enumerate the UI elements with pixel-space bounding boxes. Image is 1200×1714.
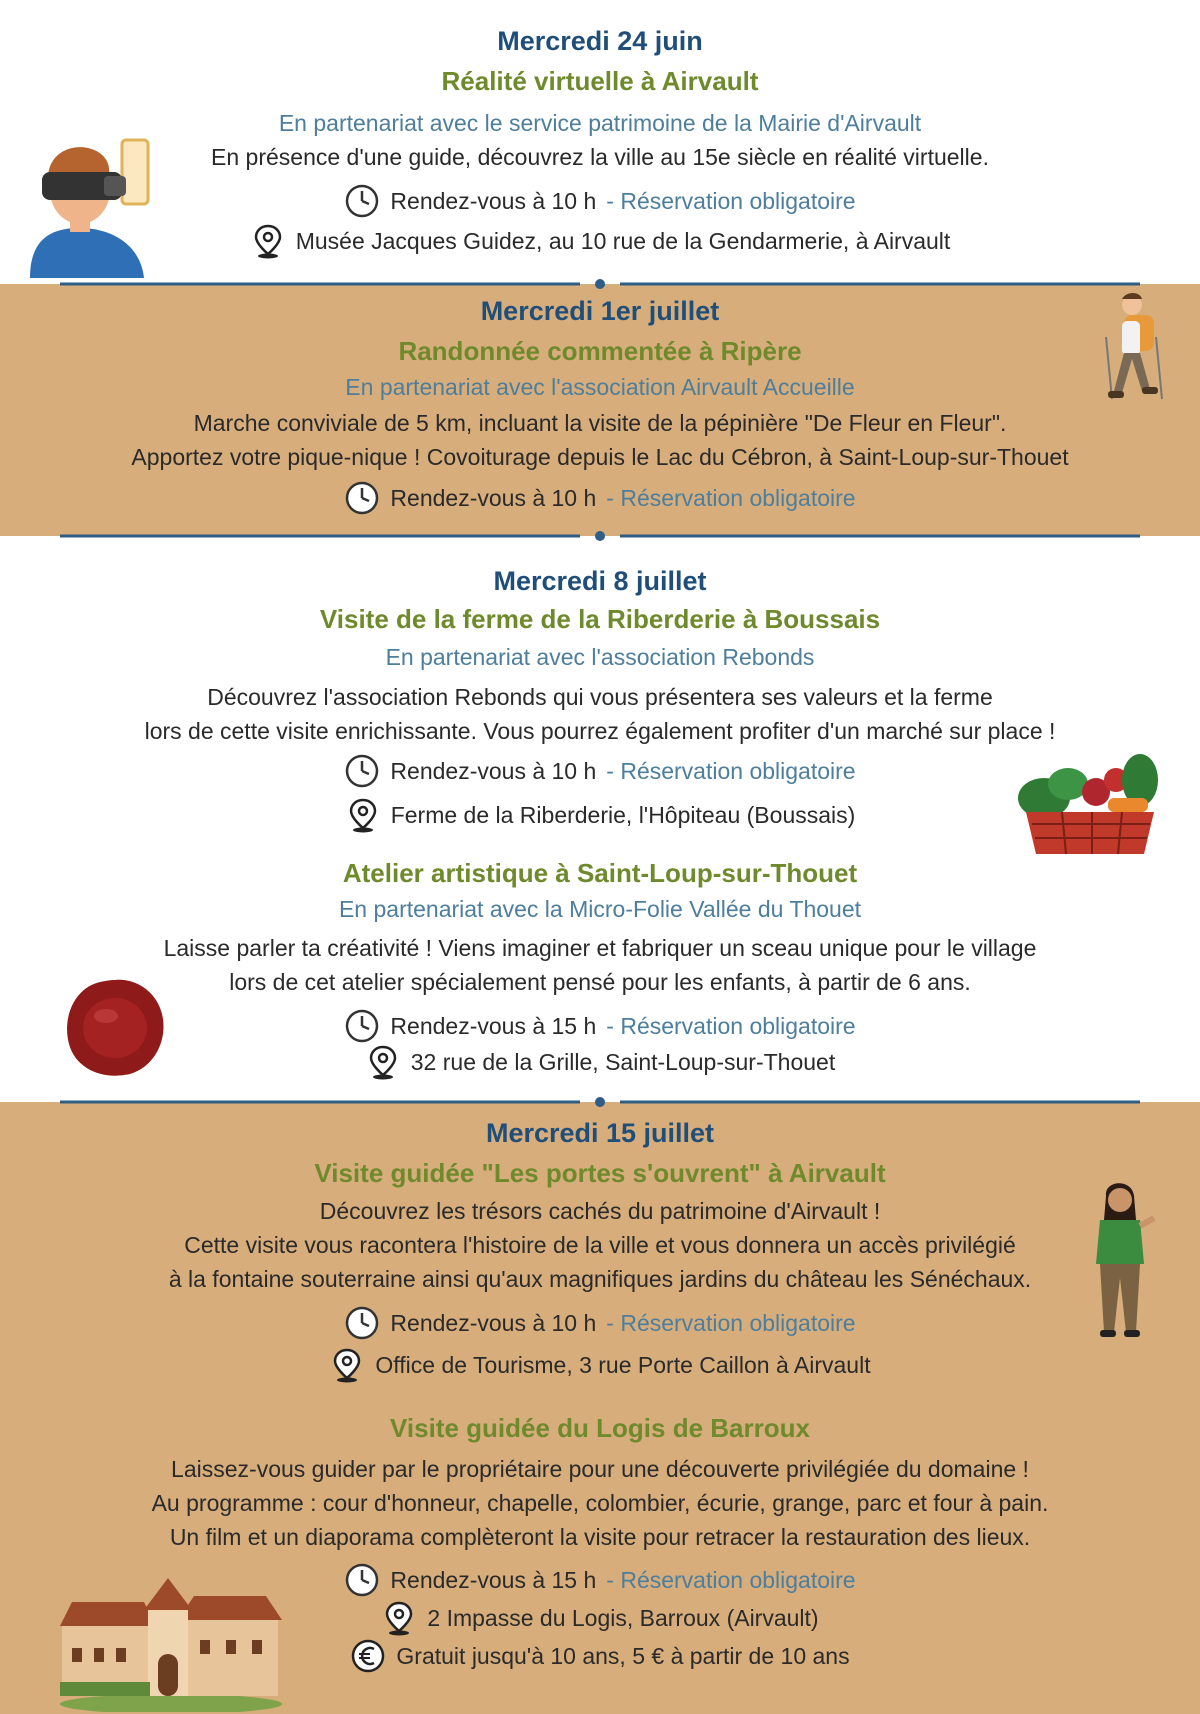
event-place: Ferme de la Riberderie, l'Hôpiteau (Boussais) xyxy=(390,801,856,828)
section-divider xyxy=(40,278,1160,290)
location-pin-icon xyxy=(365,1044,401,1080)
event-description: lors de cette visite enrichissante. Vous pourrez également profiter d'un marché sur place ! xyxy=(144,718,1056,744)
event-description: En présence d'une guide, découvrez la ville au 15e siècle en réalité virtuelle. xyxy=(211,144,989,170)
event-time-row xyxy=(0,1305,1200,1347)
vegetable-basket-illustration xyxy=(1012,746,1168,858)
event-description: Laissez-vous guider par le propriétaire pour une découverte privilégiée du domaine ! xyxy=(171,1456,1029,1482)
event-reservation: - Réservation obligatoire xyxy=(606,1012,856,1039)
section-divider xyxy=(40,1096,1160,1108)
event-reservation: - Réservation obligatoire xyxy=(606,1566,856,1593)
event-place: 32 rue de la Grille, Saint-Loup-sur-Thouet xyxy=(410,1048,836,1075)
vr-headset-person-illustration xyxy=(22,138,152,278)
event-place: 2 Impasse du Logis, Barroux (Airvault) xyxy=(427,1604,819,1631)
event-place-row xyxy=(0,1347,1200,1389)
event-time-row xyxy=(0,183,1200,225)
event-description: Découvrez les trésors cachés du patrimoine d'Airvault ! xyxy=(319,1198,881,1224)
event-description: Au programme : cour d'honneur, chapelle, colombier, écurie, grange, parc et four à pain. xyxy=(151,1490,1049,1516)
location-pin-icon xyxy=(250,223,286,259)
event-description: Un film et un diaporama complèteront la visite pour retracer la restauration des lieux. xyxy=(169,1524,1031,1550)
event-time: Rendez-vous à 15 h xyxy=(390,1012,597,1039)
clock-icon xyxy=(344,753,380,789)
logis-building-illustration xyxy=(60,1578,282,1712)
event-description: à la fontaine souterraine ainsi qu'aux magnifiques jardins du château les Sénéchaux. xyxy=(168,1266,1032,1292)
event-description: Cette visite vous racontera l'histoire de la ville et vous donnera un accès privilégié xyxy=(184,1232,1016,1258)
clock-icon xyxy=(344,1562,380,1598)
guide-woman-illustration xyxy=(1086,1180,1156,1340)
event-reservation: - Réservation obligatoire xyxy=(606,484,856,511)
event-place: Musée Jacques Guidez, au 10 rue de la Gendarmerie, à Airvault xyxy=(295,227,951,254)
event-time: Rendez-vous à 10 h xyxy=(390,484,597,511)
euro-icon xyxy=(350,1638,386,1674)
event-title: Atelier artistique à Saint-Loup-sur-Thouet xyxy=(342,858,858,888)
event-description: Découvrez l'association Rebonds qui vous présentera ses valeurs et la ferme xyxy=(207,684,993,710)
event-description: lors de cet atelier spécialement pensé pour les enfants, à partir de 6 ans. xyxy=(229,969,971,995)
event-date: Mercredi 1er juillet xyxy=(480,296,720,326)
event-reservation: - Réservation obligatoire xyxy=(606,757,856,784)
clock-icon xyxy=(344,1305,380,1341)
event-place-row xyxy=(0,1044,1200,1086)
event-time-row xyxy=(0,480,1200,522)
event-title: Visite de la ferme de la Riberderie à Boussais xyxy=(319,604,881,634)
event-description: Laisse parler ta créativité ! Viens imaginer et fabriquer un sceau unique pour le village xyxy=(163,935,1037,961)
event-time: Rendez-vous à 10 h xyxy=(390,187,597,214)
clock-icon xyxy=(344,183,380,219)
event-time: Rendez-vous à 10 h xyxy=(390,757,597,784)
event-date: Mercredi 8 juillet xyxy=(493,566,707,596)
event-date: Mercredi 24 juin xyxy=(497,26,703,56)
event-title: Visite guidée du Logis de Barroux xyxy=(390,1413,810,1443)
event-date: Mercredi 15 juillet xyxy=(485,1118,715,1148)
event-partner: En partenariat avec l'association Airvault Accueille xyxy=(345,374,855,400)
event-partner: En partenariat avec le service patrimoine de la Mairie d'Airvault xyxy=(278,110,922,136)
event-title: Visite guidée "Les portes s'ouvrent" à Airvault xyxy=(314,1158,886,1188)
hiker-illustration xyxy=(1092,287,1176,405)
event-description: Marche conviviale de 5 km, incluant la visite de la pépinière "De Fleur en Fleur". xyxy=(193,410,1007,436)
event-title: Réalité virtuelle à Airvault xyxy=(441,66,759,96)
event-price: Gratuit jusqu'à 10 ans, 5 € à partir de 10 ans xyxy=(396,1642,850,1669)
location-pin-icon xyxy=(381,1600,417,1636)
event-partner: En partenariat avec l'association Rebonds xyxy=(385,644,815,670)
event-description: Apportez votre pique-nique ! Covoiturage depuis le Lac du Cébron, à Saint-Loup-sur-Thouet xyxy=(131,444,1069,470)
wax-seal-illustration xyxy=(64,976,166,1078)
location-pin-icon xyxy=(329,1347,365,1383)
event-reservation: - Réservation obligatoire xyxy=(606,187,856,214)
event-title: Randonnée commentée à Ripère xyxy=(398,336,802,366)
event-partner: En partenariat avec la Micro-Folie Vallée du Thouet xyxy=(338,896,862,922)
clock-icon xyxy=(344,1008,380,1044)
clock-icon xyxy=(344,480,380,516)
event-time: Rendez-vous à 10 h xyxy=(390,1309,597,1336)
event-time: Rendez-vous à 15 h xyxy=(390,1566,597,1593)
section-divider xyxy=(40,530,1160,542)
location-pin-icon xyxy=(345,797,381,833)
event-place-row xyxy=(0,223,1200,265)
event-reservation: - Réservation obligatoire xyxy=(606,1309,856,1336)
event-place: Office de Tourisme, 3 rue Porte Caillon à Airvault xyxy=(375,1351,871,1378)
